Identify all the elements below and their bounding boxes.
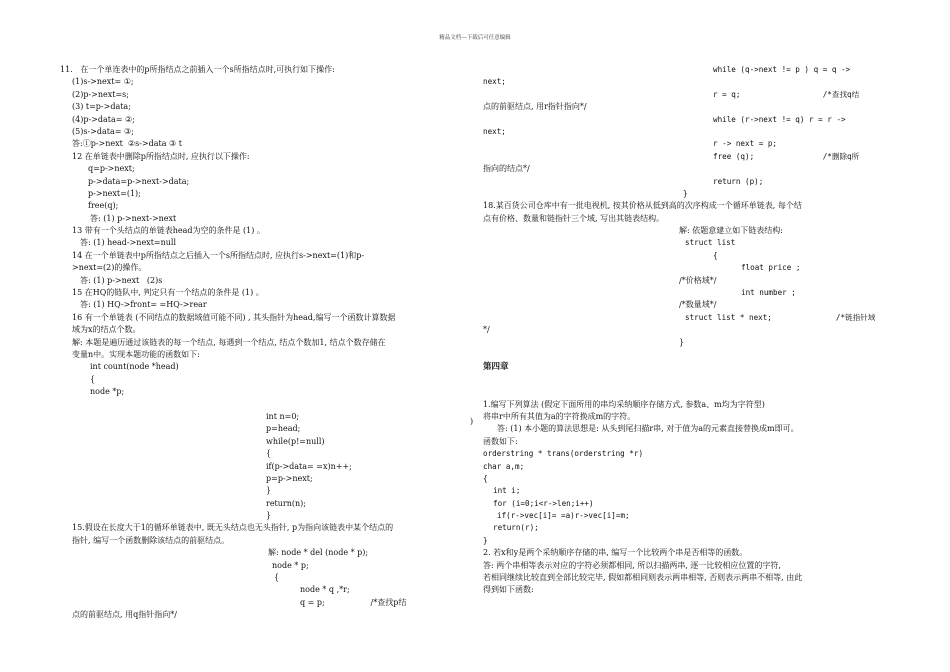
- text-line: free(q);: [88, 201, 119, 211]
- text-line: return(n);: [266, 498, 306, 508]
- text-line: {: [713, 250, 718, 260]
- text-line: 答: (1) 本小题的算法思想是: 从头到尾扫描r串, 对于值为a的元素直接替换成m即可。: [497, 424, 799, 434]
- text-line: next;: [483, 77, 506, 87]
- text-line: while (r->next != q) r = r ->: [713, 114, 846, 124]
- text-line: p=head;: [266, 424, 301, 434]
- text-line: 若相同继续比较直到全部比较完毕, 假如都相同则表示两串相等, 否则表示两串不相等, 由此: [483, 573, 803, 583]
- text-line: 解: 本题是遍历通过该链表的每一个结点, 每遇到一个结点, 结点个数加1, 结点个数存储在: [72, 337, 386, 347]
- text-line: 点有价格、数量和链指针三个域, 写出其链表结构。: [483, 213, 665, 223]
- text-line: }: [266, 486, 272, 496]
- text-line: 得到如下函数:: [483, 585, 534, 595]
- text-line: 14 在一个单链表中p所指结点之后插入一个s所指结点时, 应执行s->next=(1)和p-: [72, 250, 365, 260]
- text-line: 点的前驱结点, 用q指针指向*/: [72, 610, 177, 620]
- text-line: node *p;: [90, 387, 125, 397]
- text-line: 函数如下:: [483, 436, 518, 446]
- text-line: (4)p->data= ②;: [72, 114, 135, 124]
- text-line: [483, 386, 883, 398]
- text-line: while(p!=null): [266, 436, 325, 446]
- text-line: {: [90, 374, 96, 384]
- text-line: 答:①p->next ②s->data ③ t: [72, 139, 182, 149]
- text-line: 答: 两个串相等表示对应的字符必须都相同, 所以扫描两串, 逐一比较相应位置的字符,: [483, 560, 781, 570]
- text-line: p->next=(1);: [88, 188, 141, 198]
- text-line: 点的前驱结点, 用r指针指向*/: [483, 102, 587, 112]
- text-line: if(r->vec[i]= =a)r->vec[i]=m;: [497, 511, 630, 521]
- page-header: 精品文档---下载后可任意编辑: [439, 35, 511, 41]
- text-line: float price ;: [741, 263, 801, 273]
- stray-mark: ): [470, 417, 474, 426]
- text-line: return (p);: [713, 176, 764, 186]
- text-line: /*数量域*/: [679, 300, 717, 310]
- text-line: }: [683, 188, 688, 198]
- text-line: */: [483, 325, 490, 335]
- text-line: (1)s->next= ①;: [72, 77, 134, 87]
- text-line: (3) t=p->data;: [72, 102, 131, 112]
- text-line: for (i=0;i<r->len;i++): [493, 498, 594, 508]
- text-line: orderstring * trans(orderstring *r): [483, 449, 644, 459]
- text-line: 答: (1) head->next=null: [80, 238, 177, 248]
- text-line: 18.某百货公司仓库中有一批电视机, 按其价格从低到高的次序构成一个循环单链表, 每个结: [483, 201, 802, 211]
- text-line: if(p->data= =x)n++;: [266, 461, 352, 471]
- text-line: 12 在单链表中删除p所指结点时, 应执行以下操作:: [72, 151, 250, 161]
- text-line: 13 带有一个头结点的单链表head为空的条件是 (1) 。: [72, 226, 265, 236]
- text-line: [483, 349, 883, 361]
- left-column: [60, 64, 468, 622]
- text-line: struct list * next; /*链指针域: [685, 312, 876, 322]
- text-line: q = p; /*查找p结: [300, 597, 407, 607]
- text-line: while (q->next != p ) q = q ->: [713, 65, 851, 74]
- text-line: {: [266, 449, 272, 459]
- text-line: {: [274, 573, 280, 583]
- text-line: 16 有一个单链表 (不同结点的数据域值可能不同) , 其头指针为head,编写一个函数计算数据: [72, 312, 396, 322]
- text-line: (2)p->next=s;: [72, 89, 129, 99]
- text-line: return(r);: [493, 523, 539, 533]
- text-line: int i;: [493, 486, 521, 496]
- text-line: free (q); /*删除q所: [713, 151, 860, 161]
- text-line: 2. 若x和y是两个采纳顺序存储的串, 编写一个比较两个串是否相等的函数。: [483, 548, 748, 558]
- text-line: node * p;: [272, 560, 309, 570]
- text-line: 指向的结点*/: [483, 164, 530, 174]
- text-line: 答: (1) p->next (2)s: [80, 275, 163, 285]
- text-line: >next=(2)的操作。: [72, 263, 147, 273]
- text-line: 变量n中。实现本题功能的函数如下:: [72, 349, 200, 359]
- text-line: next;: [483, 126, 506, 136]
- text-line: (5)s->data= ③;: [72, 126, 134, 136]
- text-line: {: [483, 473, 488, 483]
- text-line: 将串r中所有其值为a的字符换成m的字符。: [483, 411, 636, 421]
- text-line: node * q ,*r;: [300, 585, 350, 595]
- text-line: /*价格域*/: [679, 275, 717, 285]
- text-line: }: [483, 535, 488, 545]
- text-line: struct list: [685, 238, 736, 248]
- text-line: r = q; /*查找q结: [713, 89, 860, 99]
- text-line: int number ;: [741, 288, 796, 298]
- text-line: r -> next = p;: [713, 139, 778, 149]
- text-line: }: [679, 337, 685, 347]
- text-line: 11. 在一个单连表中的p所指结点之前插入一个s所指结点时,可执行如下操作:: [60, 65, 335, 74]
- text-line: }: [266, 511, 272, 521]
- text-line: 解: 依题意建立如下链表结构:: [679, 226, 783, 236]
- right-column: [483, 64, 883, 597]
- text-line: 15.假设在长度大于1的循环单链表中, 既无头结点也无头指针, p为指向该链表中某个结点的: [72, 523, 394, 533]
- text-line: 答: (1) p->next->next: [90, 213, 177, 223]
- text-line: q=p->next;: [88, 164, 135, 174]
- text-line: [483, 374, 883, 386]
- text-line: char a,m;: [483, 461, 525, 471]
- text-line: [60, 399, 468, 411]
- text-line: 答: (1) HQ->front= =HQ->rear: [80, 300, 207, 310]
- text-line: int count(node *head): [90, 362, 179, 372]
- text-line: 1.编写下列算法 (假定下面所用的串均采纳顺序存储方式, 参数a、m均为字符型): [483, 399, 765, 409]
- text-line: 指针, 编写一个函数删除该结点的前驱结点。: [72, 535, 230, 545]
- chapter-heading: 第四章: [483, 362, 509, 373]
- text-line: p->data=p->next->data;: [88, 176, 190, 186]
- text-line: 解: node * del (node * p);: [268, 548, 369, 558]
- text-line: 域为x的结点个数。: [72, 325, 141, 335]
- text-line: p=p->next;: [266, 473, 313, 483]
- text-line: int n=0;: [266, 411, 300, 421]
- text-line: 15 在HQ的链队中, 判定只有一个结点的条件是 (1) 。: [72, 288, 264, 298]
